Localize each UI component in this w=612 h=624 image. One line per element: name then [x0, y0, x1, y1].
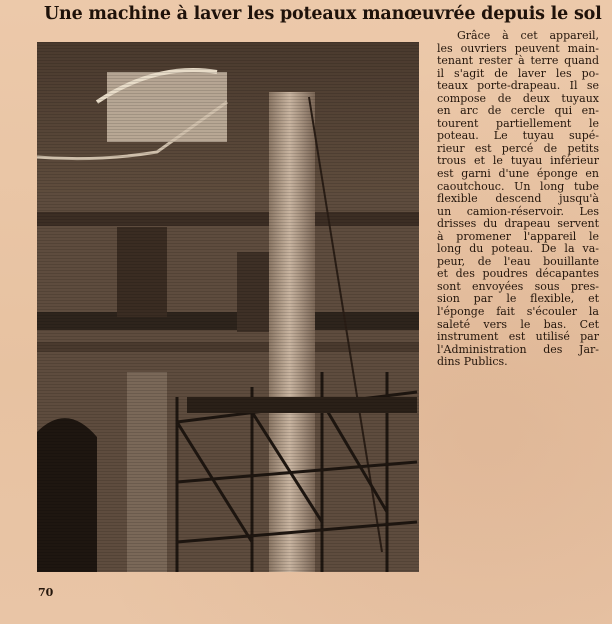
article-line: trous et le tuyau inférieur [437, 154, 599, 168]
article-line: tourent partiellement le [437, 116, 599, 130]
photo-flagpole-washer [37, 42, 419, 572]
article-line: l'Administration des Jar- [437, 342, 599, 356]
article-line: les ouvriers peuvent main- [437, 41, 599, 55]
article-line: rieur est percé de petits [437, 141, 599, 155]
article-line: flexible descend jusqu'à [437, 192, 599, 206]
article-line: à promener l'appareil le [437, 229, 599, 243]
article-line: tenant rester à terre quand [437, 54, 599, 68]
article-line: dins Publics. [437, 355, 508, 369]
headline: Une machine à laver les poteaux manœuvrée depuis le sol [44, 4, 602, 24]
article-line: est garni d'une éponge en [437, 167, 599, 181]
article-line: en arc de cercle qui en- [437, 104, 599, 118]
article-line: compose de deux tuyaux [437, 91, 599, 105]
article-line: peur, de l'eau bouillante [437, 254, 599, 268]
article-line: Grâce à cet appareil, [457, 29, 599, 42]
article-line: il s'agit de laver les po- [437, 66, 599, 80]
article-line: et des poudres décapantes [437, 267, 599, 281]
article-line: caoutchouc. Un long tube [437, 179, 599, 193]
article-line: teaux porte-drapeau. Il se [437, 79, 599, 93]
article-line: l'éponge fait s'écouler la [437, 305, 599, 319]
article-text [437, 30, 599, 369]
article-line: un camion-réservoir. Les [437, 204, 599, 218]
article-line: sion par le flexible, et [437, 292, 599, 306]
article-line: sont envoyées sous pres- [437, 279, 599, 293]
article-line: long du poteau. De la va- [437, 242, 599, 256]
article-line: drisses du drapeau servent [437, 217, 599, 231]
article-line: instrument est utilisé par [437, 330, 599, 344]
page-number: 70 [38, 586, 54, 599]
photo-illustration [37, 42, 419, 572]
article-line: poteau. Le tuyau supé- [437, 129, 599, 143]
article-line: saleté vers le bas. Cet [437, 317, 599, 331]
